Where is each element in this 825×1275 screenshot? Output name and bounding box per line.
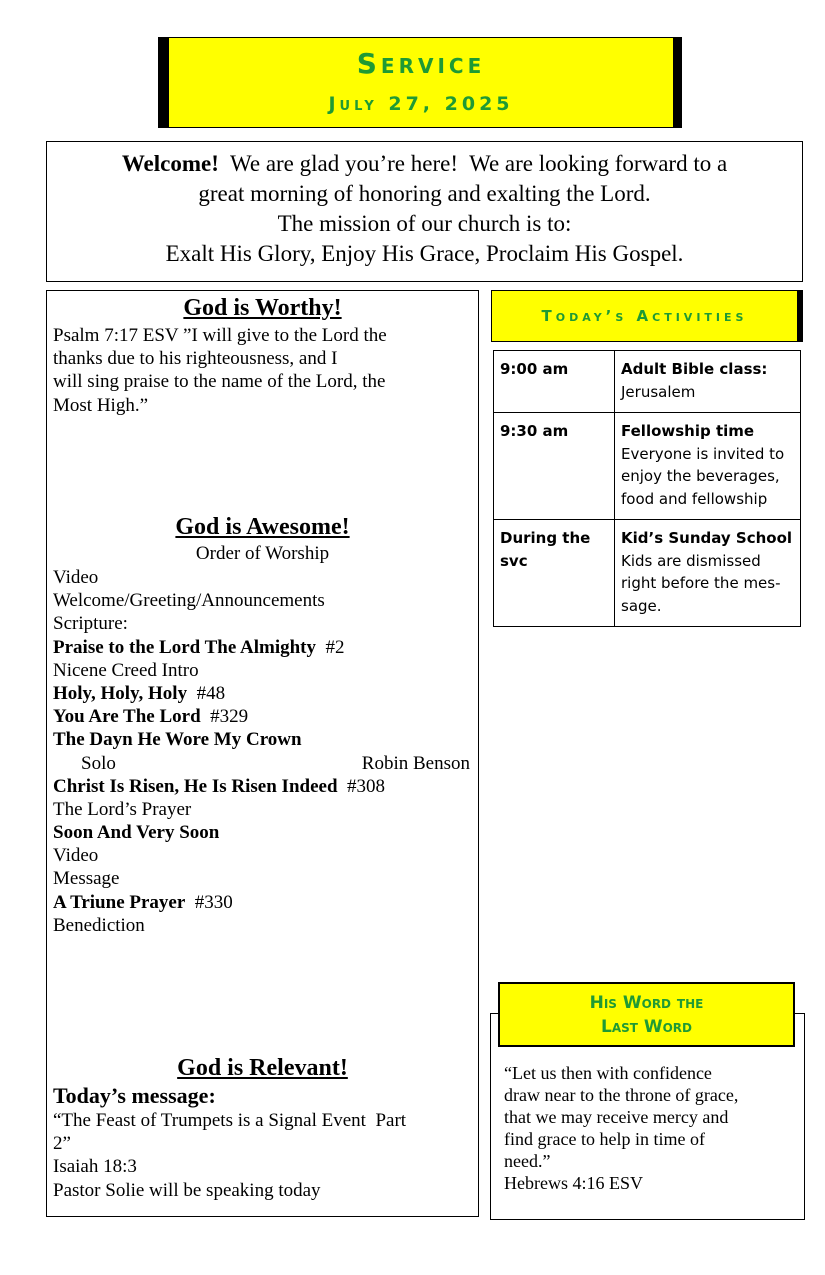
- activity-title: Fellowship time: [621, 422, 755, 440]
- quote-line: draw near to the throne of grace,: [504, 1085, 739, 1105]
- service-date: July 27, 2025: [328, 93, 514, 115]
- activity-line: Kids are dismissed: [621, 551, 761, 570]
- message-scripture: Isaiah 18:3: [53, 1156, 137, 1178]
- welcome-box: [46, 141, 803, 282]
- verse-line: will sing praise to the name of the Lord, the: [53, 371, 386, 393]
- awesome-heading: God is Awesome!: [175, 514, 350, 540]
- message-details: [53, 1109, 470, 1202]
- order-item: Nicene Creed Intro: [53, 659, 199, 681]
- table-row: [494, 413, 801, 520]
- activity-line: Everyone is invited to: [621, 444, 785, 463]
- his-word-heading-line: Last Word: [600, 1017, 693, 1037]
- order-item: Video: [53, 845, 99, 867]
- relevant-heading: God is Relevant!: [177, 1055, 348, 1081]
- quote-line: need.”: [504, 1151, 551, 1171]
- activities-table: [493, 350, 801, 627]
- service-banner: [168, 37, 674, 128]
- activity-line: sage.: [621, 596, 662, 615]
- message-title-line: “The Feast of Trumpets is a Signal Event Part: [53, 1110, 407, 1131]
- order-item: A Triune Prayer #330: [53, 891, 233, 913]
- order-item: Holy, Holy, Holy #48: [53, 682, 226, 704]
- welcome-line-1: [47, 149, 802, 179]
- worthy-heading: God is Worthy!: [183, 295, 342, 321]
- speaker-note: Pastor Solie will be speaking today: [53, 1179, 321, 1201]
- solo-line: [53, 752, 470, 775]
- activity-line: right before the mes-: [621, 574, 781, 592]
- order-of-worship-list: [53, 566, 470, 937]
- order-item: You Are The Lord #329: [53, 706, 249, 728]
- order-item: Message: [53, 868, 120, 890]
- quote-reference: Hebrews 4:16 ESV: [504, 1173, 643, 1193]
- verse-line: Psalm 7:17 ESV ”I will give to the Lord the: [53, 325, 387, 346]
- order-item: Welcome/Greeting/Announcements: [53, 590, 325, 612]
- activity-description: [615, 413, 801, 520]
- quote-line: that we may receive mercy and: [504, 1107, 729, 1127]
- order-item: The Dayn He Wore My Crown: [53, 729, 302, 751]
- his-word-quote: [504, 1062, 794, 1194]
- table-row: [494, 520, 801, 627]
- welcome-line-1-rest: We are glad you’re here! We are looking forward to a: [218, 151, 728, 176]
- quote-line: “Let us then with confidence: [504, 1063, 712, 1083]
- order-item: Christ Is Risen, He Is Risen Indeed #308: [53, 775, 386, 797]
- activity-title: Kid’s Sunday School: [621, 529, 793, 547]
- welcome-lead: Welcome!: [121, 151, 219, 176]
- quote-line: find grace to help in time of: [504, 1129, 705, 1149]
- message-title-line: 2”: [53, 1133, 71, 1155]
- order-item: The Lord’s Prayer: [53, 798, 192, 820]
- verse-line: Most High.”: [53, 394, 148, 416]
- activity-description: [615, 520, 801, 627]
- verse-line: thanks due to his righteousness, and I: [53, 348, 338, 370]
- order-of-worship-label: Order of Worship: [195, 543, 330, 564]
- activity-line: enjoy the beverages,: [621, 467, 780, 485]
- his-word-heading-line: His Word the: [589, 993, 704, 1013]
- activity-line: Jerusalem: [621, 382, 696, 401]
- his-word-heading: [498, 982, 795, 1047]
- activity-time: During the svc: [494, 520, 615, 627]
- mission-statement: Exalt His Glory, Enjoy His Grace, Proclaim His Gospel.: [165, 241, 684, 266]
- order-item: Benediction: [53, 914, 145, 936]
- todays-message-label: Today’s message:: [53, 1083, 216, 1108]
- welcome-line-2: great morning of honoring and exalting the Lord.: [198, 181, 651, 206]
- activity-description: [615, 351, 801, 413]
- activity-title: Adult Bible class:: [621, 360, 768, 378]
- activity-time: 9:00 am: [494, 351, 615, 413]
- order-item: Scripture:: [53, 613, 128, 635]
- order-item: Video: [53, 567, 99, 588]
- order-item: Soon And Very Soon: [53, 822, 220, 844]
- service-title: Service: [356, 47, 486, 80]
- worship-column: [46, 290, 479, 1217]
- activities-heading: Today’s Activities: [491, 290, 798, 342]
- activity-time: 9:30 am: [494, 413, 615, 520]
- worthy-verse: [53, 324, 470, 417]
- solo-performer: Robin Benson: [361, 752, 470, 774]
- mission-intro: The mission of our church is to:: [277, 211, 572, 236]
- table-row: [494, 351, 801, 413]
- order-item: Praise to the Lord The Almighty #2: [53, 636, 345, 658]
- solo-label: Solo: [81, 752, 116, 774]
- activity-line: food and fellowship: [621, 489, 768, 508]
